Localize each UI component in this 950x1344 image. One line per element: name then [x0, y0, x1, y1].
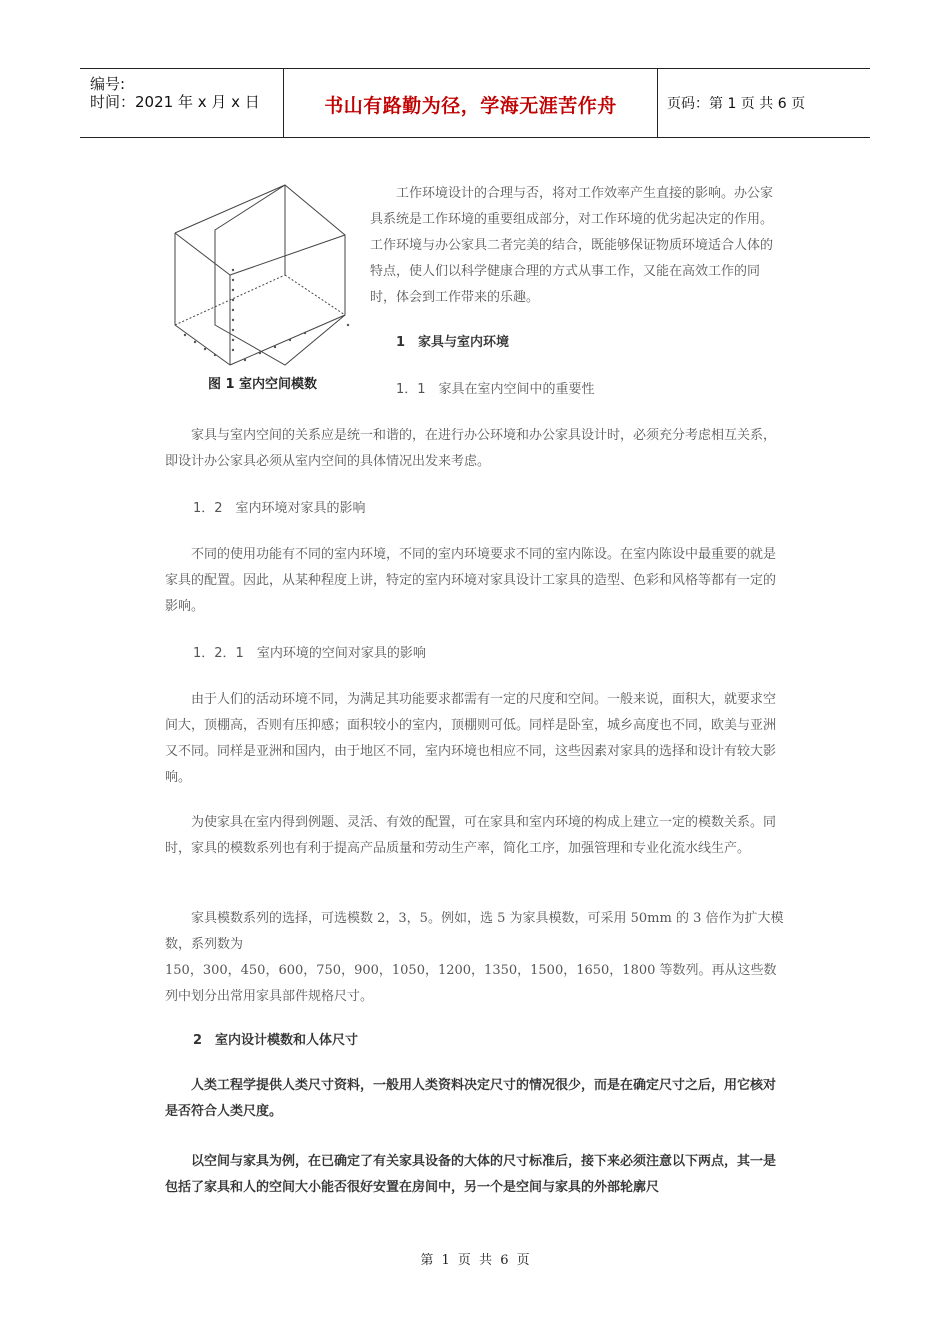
paragraph-1: 家具与室内空间的关系应是统一和谐的，在进行办公环境和办公家具设计时，必须充分考虑相互关系，即设计办公家具必须从室内空间的具体情况出发来考虑。	[165, 428, 777, 469]
paragraph-4: 为使家具在室内得到例题、灵活、有效的配置，可在家具和室内环境的构成上建立一定的模数关系。同时，家具的模数系列也有利于提高产品质量和劳动生产率，简化工序，加强管理和专业化流水线生产。	[165, 815, 777, 856]
header-motto-cell	[283, 69, 658, 137]
page-header	[80, 68, 870, 138]
room-module-wireframe-image	[165, 175, 360, 370]
intro-paragraph: 工作环境设计的合理与否，将对工作效率产生直接的影响。办公家具系统是工作环境的重要组成部分，对工作环境的优劣起决定的作用。工作环境与办公家具二者完美的结合，既能够保证物质环境适合人体的特点，使人们以科学健康合理的方式从事工作，又能在高效工作的同时，体会到工作带来的乐趣。	[370, 186, 774, 305]
figure-room-module	[165, 175, 360, 400]
paragraph-2: 不同的使用功能有不同的室内环境，不同的室内环境要求不同的室内陈设。在室内陈设中最重要的就是家具的配置。因此，从某种程度上讲，特定的室内环境对家具设计工家具的造型、色彩和风格等都有一定的影响。	[165, 547, 777, 614]
heading-1-1: 1．1 家具在室内空间中的重要性	[396, 382, 595, 397]
heading-1-2: 1．2 室内环境对家具的影响	[193, 501, 366, 516]
paragraph-3: 由于人们的活动环境不同，为满足其功能要求都需有一定的尺度和空间。一般来说，面积大，就要求空间大，顶棚高，否则有压抑感；面积较小的室内，顶棚则可低。同样是卧室，城乡高度也不同，欧美与亚洲又不同。同样是亚洲和国内，由于地区不同，室内环境也相应不同，这些因素对家具的选择和设计有较大影响。	[165, 692, 777, 785]
heading-2: 2 室内设计模数和人体尺寸	[193, 1033, 359, 1048]
motto: 书山有路勤为径，学海无涯苦作舟	[324, 95, 617, 117]
time-label: 时间：2021 年 x 月 x 日	[90, 93, 260, 111]
number-label: 编号:	[90, 75, 126, 93]
heading-1-2-1: 1．2．1 室内环境的空间对家具的影响	[193, 646, 426, 661]
page-label: 页码：第 1 页 共 6 页	[667, 96, 806, 112]
header-page-cell	[657, 69, 870, 137]
figure-caption: 图 1 室内空间模数	[207, 377, 318, 392]
heading-1: 1 家具与室内环境	[396, 335, 510, 350]
header-meta-cell	[80, 69, 283, 137]
paragraph-5a: 家具模数系列的选择，可选模数 2，3，5。例如，选 5 为家具模数，可采用 50mm 的 3 倍作为扩大模数，系列数为	[165, 911, 784, 952]
paragraph-6: 人类工程学提供人类尺寸资料，一般用人类资料决定尺寸的情况很少，而是在确定尺寸之后，用它核对是否符合人类尺度。	[165, 1078, 777, 1119]
page-footer: 第 1 页 共 6 页	[420, 1253, 530, 1268]
paragraph-7: 以空间与家具为例，在已确定了有关家具设备的大体的尺寸标准后，接下来必须注意以下两点，其一是包括了家具和人的空间大小能否很好安置在房间中，另一个是空间与家具的外部轮廓尺	[165, 1154, 777, 1195]
paragraph-5b: 150，300，450，600，750，900，1050，1200，1350，1500，1650，1800 等数列。再从这些数列中划分出常用家具部件规格尺寸。	[165, 963, 777, 1004]
